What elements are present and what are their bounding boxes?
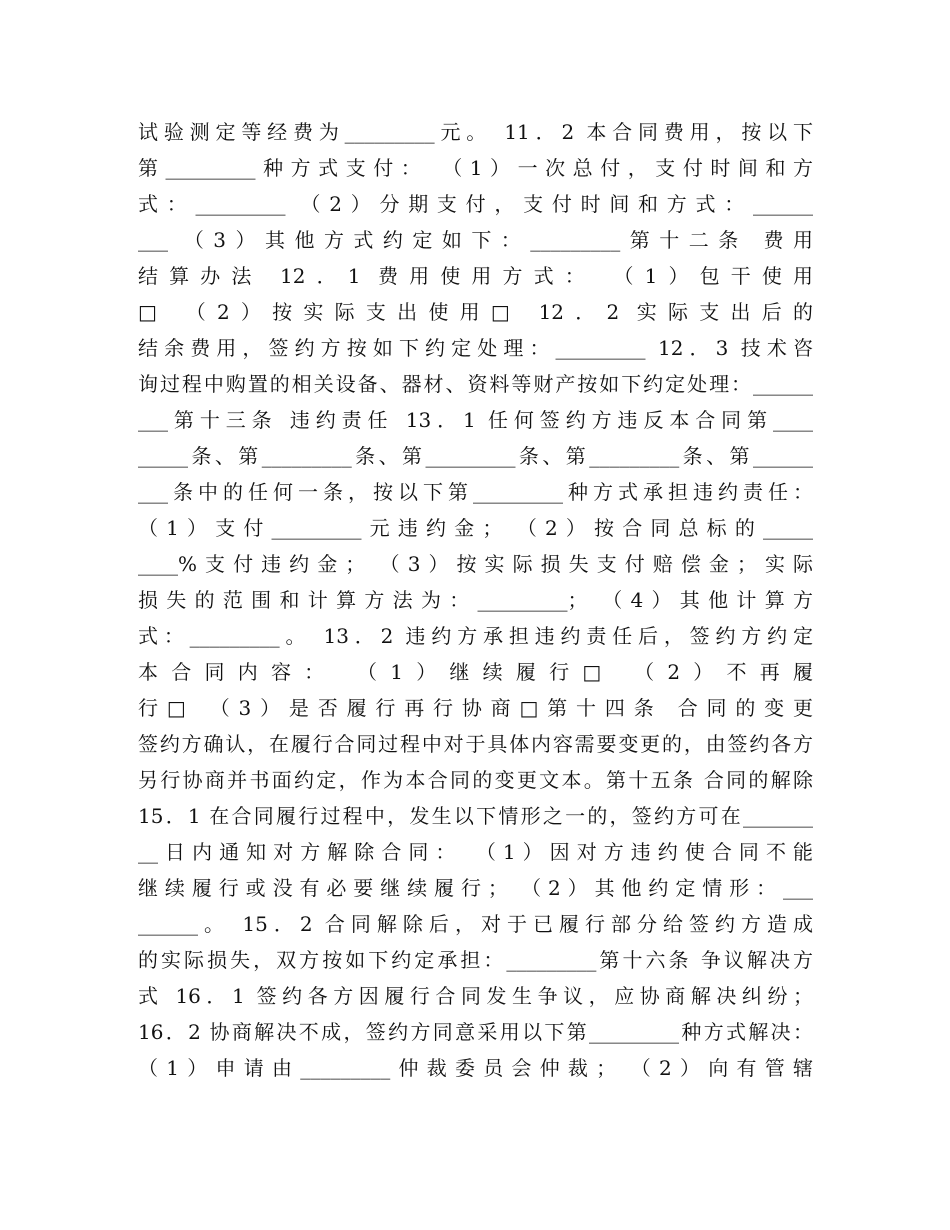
text-line: 继续履行或没有必要继续履行； （2）其他约定情形：___ bbox=[138, 876, 813, 900]
text-line: 试验测定等经费为_________元。 11．2 本合同费用，按以下 bbox=[138, 120, 813, 144]
text-line: 的实际损失，双方按如下约定承担：_________第十六条 争议解决方 bbox=[138, 948, 813, 972]
contract-text bbox=[138, 114, 813, 1086]
text-line: __日内通知对方解除合同： （1）因对方违约使合同不能 bbox=[138, 840, 813, 864]
text-line: （1）支付_________元违约金； （2）按合同总标的_____ bbox=[138, 516, 813, 540]
text-line: ___ （3）其他方式约定如下：_________第十二条 费用 bbox=[138, 228, 813, 252]
text-line: 15．1 在合同履行过程中，发生以下情形之一的，签约方可在_______ bbox=[138, 804, 813, 828]
text-line: _____条、第_________条、第_________条、第_________条、第______ bbox=[138, 444, 813, 468]
text-line: ___条中的任何一条，按以下第_________种方式承担违约责任： bbox=[138, 480, 813, 504]
text-line: （1）申请由_________仲裁委员会仲裁； （2）向有管辖 bbox=[138, 1056, 813, 1080]
text-line: 另行协商并书面约定，作为本合同的变更文本。第十五条 合同的解除 bbox=[138, 768, 813, 792]
text-line: 第_________种方式支付： （1）一次总付，支付时间和方 bbox=[138, 156, 813, 180]
text-line: 式：_________ （2）分期支付，支付时间和方式：______ bbox=[138, 192, 813, 216]
text-line: 结算办法 12．1 费用使用方式： （1）包干使用 bbox=[138, 264, 813, 288]
text-line: 损失的范围和计算方法为：_________； （4）其他计算方 bbox=[138, 588, 813, 612]
text-line: 式：_________。 13．2 违约方承担违约责任后，签约方约定 bbox=[138, 624, 813, 648]
text-line: 行□ （3）是否履行再行协商□第十四条 合同的变更 bbox=[138, 696, 813, 720]
text-line: 询过程中购置的相关设备、器材、资料等财产按如下约定处理：______ bbox=[138, 372, 813, 396]
text-line: 本合同内容： （1）继续履行□ （2）不再履 bbox=[138, 660, 813, 684]
text-line: □ （2）按实际支出使用□ 12．2 实际支出后的 bbox=[138, 300, 813, 324]
text-line: 16．2 协商解决不成，签约方同意采用以下第_________种方式解决： bbox=[138, 1020, 813, 1044]
text-line: ___第十三条 违约责任 13．1 任何签约方违反本合同第____ bbox=[138, 408, 813, 432]
text-line: ______。 15．2 合同解除后，对于已履行部分给签约方造成 bbox=[138, 912, 813, 936]
text-line: ____%支付违约金； （3）按实际损失支付赔偿金；实际 bbox=[138, 552, 813, 576]
text-line: 式 16．1 签约各方因履行合同发生争议，应协商解决纠纷； bbox=[138, 984, 813, 1008]
text-line: 签约方确认，在履行合同过程中对于具体内容需要变更的，由签约各方 bbox=[138, 732, 813, 756]
text-line: 结余费用，签约方按如下约定处理：_________ 12．3 技术咨 bbox=[138, 336, 813, 360]
